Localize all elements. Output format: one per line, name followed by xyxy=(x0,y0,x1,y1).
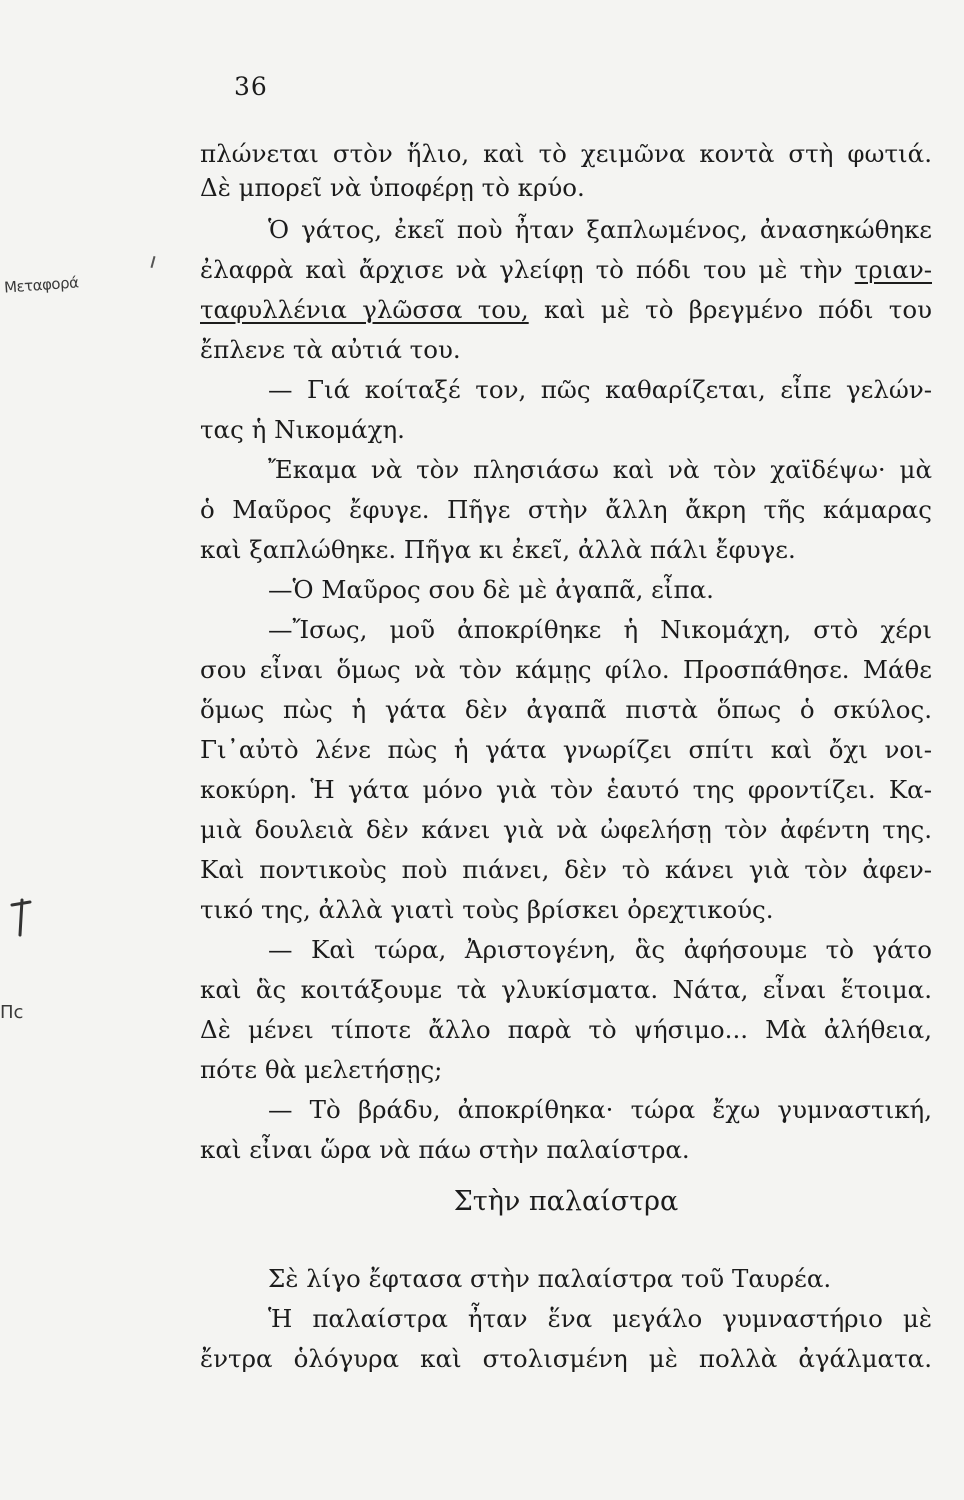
margin-note-bottom: Πc xyxy=(0,1002,24,1023)
section-text-line: Σὲ λίγο ἔφτασα στὴν παλαίστρα τοῦ Ταυρέα. xyxy=(268,1264,832,1293)
text-line: —Ὁ Μαῦρος σου δὲ μὲ ἀγαπᾶ, εἶπα. xyxy=(268,575,714,604)
section-text-line: Ἡ παλαίστρα ἦταν ἕνα μεγάλο γυμναστήριο μὲ xyxy=(268,1304,932,1333)
text-line: Ἔκαμα νὰ τὸν πλησιάσω καὶ νὰ τὸν χαϊδέψω· μὰ xyxy=(268,455,932,484)
text-line: καὶ εἶναι ὥρα νὰ πάω στὴν παλαίστρα. xyxy=(200,1135,690,1164)
text-line: σου εἶναι ὅμως νὰ τὸν κάμῃς φίλο. Προσπάθησε. Μάθε xyxy=(200,655,932,684)
text-line: τας ἡ Νικομάχη. xyxy=(200,415,405,444)
text-line: πλώνεται στὸν ἥλιο, καὶ τὸ χειμῶνα κοντὰ στὴ φωτιά. xyxy=(200,139,932,168)
text-line: Ὁ γάτος, ἐκεῖ ποὺ ἦταν ξαπλωμένος, ἀνασηκώθηκε xyxy=(268,215,932,244)
text-line: Καὶ ποντικοὺς ποὺ πιάνει, δὲν τὸ κάνει γιὰ τὸν ἀφεν- xyxy=(200,855,932,884)
text-line: καὶ ἃς κοιτάξουμε τὰ γλυκίσματα. Νάτα, εἶναι ἕτοιμα. xyxy=(200,975,932,1004)
text-line: μιὰ δουλειὰ δὲν κάνει γιὰ νὰ ὠφελήσῃ τὸν ἀφέντη της. xyxy=(200,815,932,844)
text-line: Γι᾽αὐτὸ λένε πὼς ἡ γάτα γνωρίζει σπίτι καὶ ὄχι νοι- xyxy=(200,735,932,764)
section-title: Στὴν παλαίστρα xyxy=(453,1186,679,1217)
text-line: Δὲ μένει τίποτε ἄλλο παρὰ τὸ ψήσιμο... Μὰ ἀλήθεια, xyxy=(200,1015,932,1044)
page-number: 36 xyxy=(234,72,268,101)
text-line: ὁ Μαῦρος ἔφυγε. Πῆγε στὴν ἄλλη ἄκρη τῆς κάμαρας xyxy=(200,495,932,524)
text-line: κοκύρη. Ἡ γάτα μόνο γιὰ τὸν ἑαυτό της φροντίζει. Κα- xyxy=(200,775,932,804)
text-line: Δὲ μπορεῖ νὰ ὑποφέρῃ τὸ κρύο. xyxy=(200,173,585,202)
text-line xyxy=(200,293,932,327)
text-line: καὶ ξαπλώθηκε. Πῆγα κι ἐκεῖ, ἀλλὰ πάλι ἔφυγε. xyxy=(200,535,796,564)
text-line: ἔπλενε τὰ αὐτιά του. xyxy=(200,335,461,364)
text-line: —Ἴσως, μοῦ ἀποκρίθηκε ἡ Νικομάχη, στὸ χέρι xyxy=(268,615,932,644)
text-line: — Καὶ τώρα, Ἀριστογένη, ἃς ἀφήσουμε τὸ γάτο xyxy=(268,935,932,964)
text-line xyxy=(200,253,932,287)
underlined-fragment: ταφυλλένια γλῶσσα του, xyxy=(200,295,529,324)
text-line: τικό της, ἀλλὰ γιατὶ τοὺς βρίσκει ὀρεχτικούς. xyxy=(200,895,774,924)
text-line: — Τὸ βράδυ, ἀποκρίθηκα· τώρα ἔχω γυμναστική, xyxy=(268,1095,932,1124)
text-line: — Γιά κοίταξέ τον, πῶς καθαρίζεται, εἶπε γελών- xyxy=(268,375,932,404)
section-text-line: ἔντρα ὁλόγυρα καὶ στολισμένη μὲ πολλὰ ἀγάλματα. xyxy=(200,1344,932,1373)
text-fragment: καὶ μὲ τὸ βρεγμένο πόδι του xyxy=(528,295,932,324)
margin-note-handwritten: Μεταφορά xyxy=(3,273,79,297)
underlined-fragment: τριαν- xyxy=(854,255,932,284)
text-line: πότε θὰ μελετήσῃς; xyxy=(200,1055,443,1084)
text-line: ὅμως πὼς ἡ γάτα δὲν ἀγαπᾶ πιστὰ ὅπως ὁ σκύλος. xyxy=(200,695,932,724)
text-fragment: ἐλαφρὰ καὶ ἄρχισε νὰ γλείφῃ τὸ πόδι του μὲ τὴν xyxy=(200,255,855,284)
